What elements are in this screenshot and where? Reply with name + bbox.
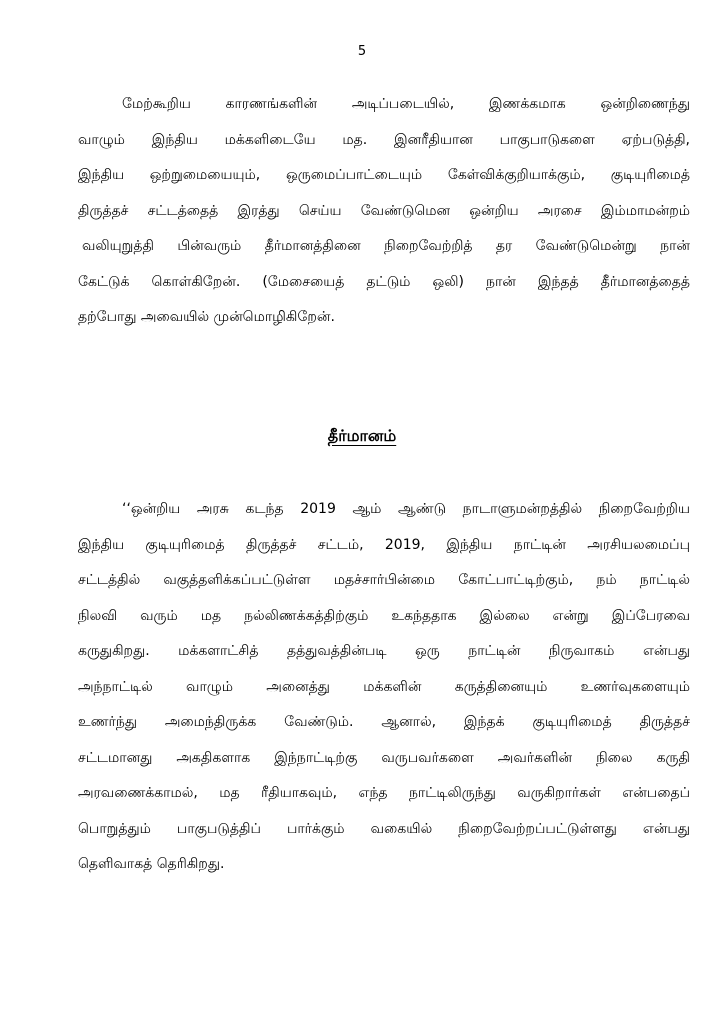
- introduction-paragraph: [78, 87, 690, 336]
- paragraph-line: நிலவி வரும் மத நல்லிணக்கத்திற்கும் உகந்ததாக இல்லை என்று இப்பேரவை: [78, 607, 690, 624]
- paragraph-line: சட்டத்தில் வகுத்தளிக்கப்பட்டுள்ள மதச்சார்பின்மை கோட்பாட்டிற்கும், நம் நாட்டில்: [78, 572, 690, 588]
- resolution-paragraph: [78, 492, 690, 883]
- paragraph-line: தெளிவாகத் தெரிகிறது.: [78, 856, 225, 872]
- paragraph-line: அரவணைக்காமல், மத ரீதியாகவும், எந்த நாட்டிலிருந்து வருகிறார்கள் என்பதைப்: [78, 785, 690, 801]
- resolution-heading: [0, 426, 724, 447]
- paragraph-line: ‘‘ஒன்றிய அரசு கடந்த 2019 ஆம் ஆண்டு நாடாளுமன்றத்தில் நிறைவேற்றிய: [122, 501, 690, 517]
- page-number: 5: [357, 44, 367, 59]
- paragraph-line: பொறுத்தும் பாகுபடுத்திப் பார்க்கும் வகையில் நிறைவேற்றப்பட்டுள்ளது என்பது: [78, 820, 690, 837]
- paragraph-line: திருத்தச் சட்டத்தைத் இரத்து செய்ய வேண்டுமென ஒன்றிய அரசை இம்மாமன்றம்: [78, 202, 690, 219]
- paragraph-line: சட்டமானது அகதிகளாக இந்நாட்டிற்கு வருபவர்களை அவர்களின் நிலை கருதி: [78, 749, 690, 766]
- resolution-heading-text: தீர்மானம்: [327, 426, 397, 445]
- paragraph-line: உணர்ந்து அமைந்திருக்க வேண்டும். ஆனால், இந்தக் குடியுரிமைத் திருத்தச்: [78, 714, 690, 730]
- paragraph-line: கேட்டுக் கொள்கிறேன். (மேசையைத் தட்டும் ஒலி) நான் இந்தத் தீர்மானத்தைத்: [78, 273, 690, 290]
- paragraph-line: வாழும் இந்திய மக்களிடையே மத. இனரீதியான பாகுபாடுகளை ஏற்படுத்தி,: [78, 131, 690, 148]
- paragraph-line: வலியுறுத்தி பின்வரும் தீர்மானத்தினை நிறைவேற்றித் தர வேண்டுமென்று நான்: [82, 238, 690, 254]
- paragraph-line: தற்போது அவையில் முன்மொழிகிறேன்.: [78, 309, 335, 325]
- paragraph-line: இந்திய ஒற்றுமையையும், ஒருமைப்பாட்டையும் கேள்விக்குறியாக்கும், குடியுரிமைத்: [78, 167, 690, 183]
- paragraph-line: இந்திய குடியுரிமைத் திருத்தச் சட்டம், 2019, இந்திய நாட்டின் அரசியலமைப்பு: [78, 536, 690, 553]
- paragraph-line: மேற்கூறிய காரணங்களின் அடிப்படையில், இணக்கமாக ஒன்றிணைந்து: [122, 96, 690, 112]
- paragraph-line: கருதுகிறது. மக்களாட்சித் தத்துவத்தின்படி ஒரு நாட்டின் நிருவாகம் என்பது: [78, 643, 690, 659]
- paragraph-line: அந்நாட்டில் வாழும் அனைத்து மக்களின் கருத்தினையும் உணர்வுகளையும்: [78, 678, 690, 695]
